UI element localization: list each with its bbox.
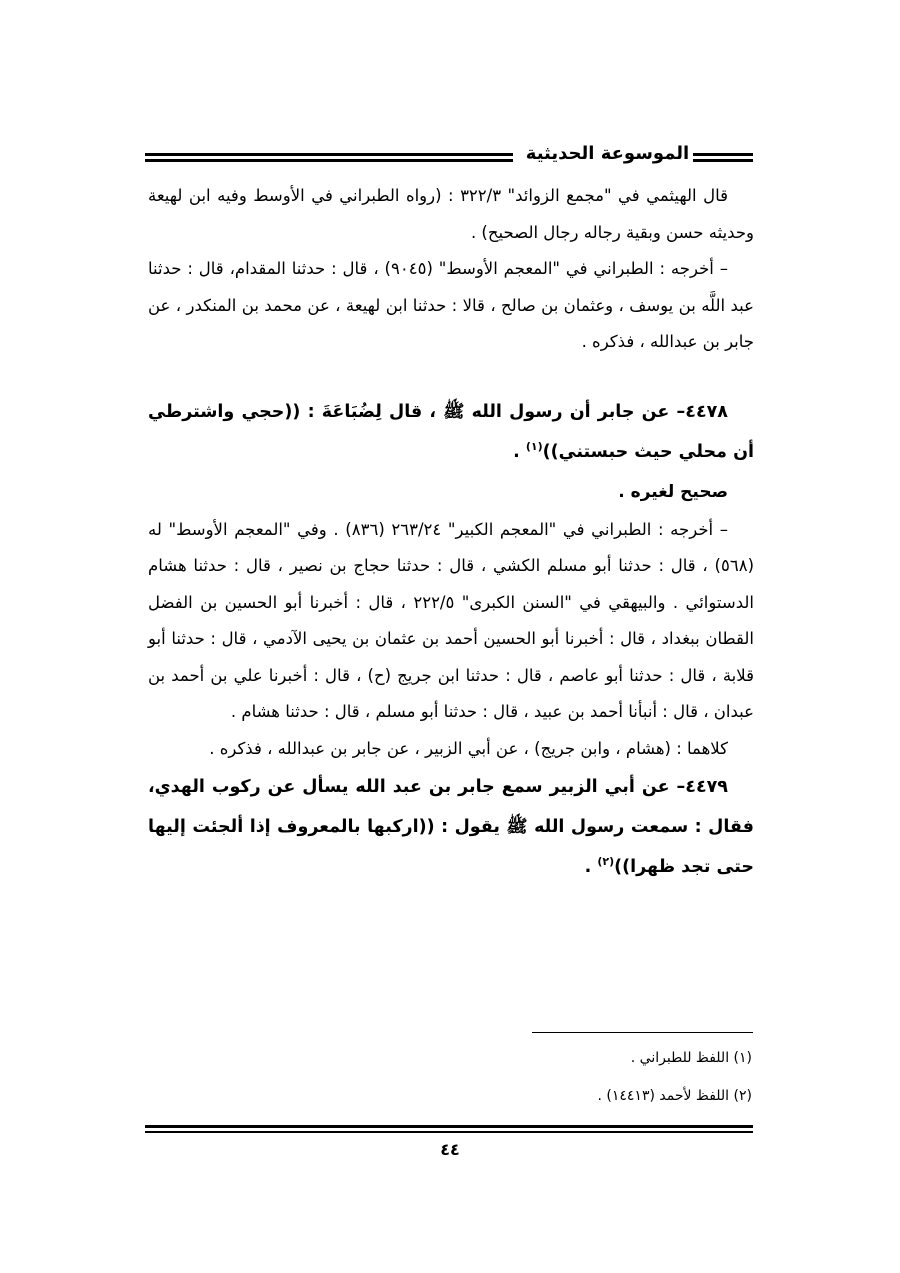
hadith-number: ٤٤٧٩ xyxy=(685,777,728,797)
header-title: الموسوعة الحديثية xyxy=(525,143,690,164)
grade-label: صحيح لغيره . xyxy=(618,481,728,502)
hadith-text: – عن أبي الزبير سمع جابر بن عبد الله يسأل عن ركوب الهدي، فقال : سمعت رسول الله ﷺ يقول : ((اركبها بالمعروف إذا ألجئت إليها حتى تجد ظهرا)) xyxy=(148,777,754,877)
page-number: ٤٤ xyxy=(440,1140,460,1159)
hadith-end: . xyxy=(513,441,520,462)
hadith-number: ٤٤٧٨ xyxy=(685,401,728,422)
hadith-end: . xyxy=(584,857,592,877)
header-rule xyxy=(693,159,753,162)
header-rule xyxy=(145,159,513,162)
footer-rule xyxy=(145,1125,753,1128)
footnote-separator xyxy=(532,1032,753,1033)
hadith-4478 xyxy=(148,392,754,472)
paragraph-haythami: قال الهيثمي في "مجمع الزوائد" ٣٢٢/٣ : (رواه الطبراني في الأوسط وفيه ابن لهيعة وحديثه حسن وبقية رجاله رجال الصحيح) . xyxy=(148,186,754,242)
footnote-1: (١) اللفظ للطبراني . xyxy=(630,1050,752,1066)
footnote-ref[interactable]: (٢) xyxy=(597,855,615,869)
page-header xyxy=(145,141,753,171)
page-body xyxy=(148,178,754,887)
header-rule xyxy=(693,153,753,156)
header-rule xyxy=(145,153,513,156)
footnote-ref[interactable]: (١) xyxy=(525,439,543,453)
paragraph-kilahuma: كلاهما : (هشام ، وابن جريج) ، عن أبي الزبير ، عن جابر بن عبدالله ، فذكره . xyxy=(209,738,728,758)
footer-rule xyxy=(145,1131,753,1133)
hadith-4479 xyxy=(148,767,754,887)
paragraph-takhrij-awsat: – أخرجه : الطبراني في "المعجم الأوسط" (٩٠٤٥) ، قال : حدثنا المقدام، قال : حدثنا عبد اللَّه بن يوسف ، وعثمان بن صالح ، قالا : حدثنا ابن لهيعة ، عن محمد بن المنكدر ، عن جابر بن عبدالله ، فذكره . xyxy=(148,259,754,351)
hadith-text: – عن جابر أن رسول الله ﷺ ، قال لِضُبَاعَةَ : ((حجي واشترطي أن محلي حيث حبستني)) xyxy=(148,401,754,462)
footnote-2: (٢) اللفظ لأحمد (١٤٤١٣) . xyxy=(597,1088,752,1104)
spacer xyxy=(148,361,754,392)
paragraph-takhrij-kabir: – أخرجه : الطبراني في "المعجم الكبير" ٢٦٣/٢٤ (٨٣٦) . وفي "المعجم الأوسط" له (٥٦٨) ، قال : حدثنا أبو مسلم الكشي ، قال : حدثنا حجاج بن نصير ، قال : حدثنا هشام الدستوائي . والبيهقي في "السنن الكبرى" ٢٢٢/٥ ، قال : أخبرنا أبو الحسين بن الفضل القطان ببغداد ، قال : أخبرنا أبو الحسين أحمد بن عثمان بن يحيى الآدمي ، قال : حدثنا أبو قلابة ، قال : حدثنا أبو عاصم ، قال : حدثنا ابن جريج (ح) ، قال : أخبرنا علي بن أحمد بن عبدان ، قال : أنبأنا أحمد بن عبيد ، قال : حدثنا أبو مسلم ، قال : حدثنا هشام . xyxy=(148,519,754,721)
